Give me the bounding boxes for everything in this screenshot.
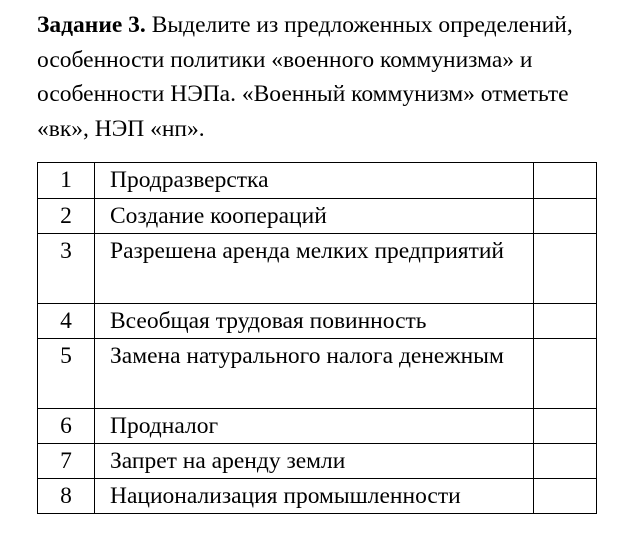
table-row: [38, 199, 597, 234]
answer-cell[interactable]: [534, 163, 597, 199]
table-row: [38, 339, 597, 409]
answer-cell[interactable]: [534, 234, 597, 304]
row-definition: Разрешена аренда мелких предприятий: [95, 234, 534, 304]
row-number: 4: [38, 304, 95, 339]
row-number: 2: [38, 199, 95, 234]
row-definition: Замена натурального налога денежным: [95, 339, 534, 409]
row-number: 7: [38, 444, 95, 479]
row-number: 3: [38, 234, 95, 304]
row-definition: Продналог: [95, 409, 534, 444]
row-number: 5: [38, 339, 95, 409]
row-definition: Запрет на аренду земли: [95, 444, 534, 479]
answer-cell[interactable]: [534, 339, 597, 409]
table-row: [38, 479, 597, 514]
answer-cell[interactable]: [534, 199, 597, 234]
task-text: Выделите из предложенных определений, особенности политики «военного коммунизма» и особенности НЭПа. «Военный коммунизм» отметьте «вк», НЭП «нп».: [37, 12, 573, 142]
task-label: Задание 3.: [37, 12, 146, 38]
definitions-table: [37, 162, 597, 514]
table-row: [38, 444, 597, 479]
row-definition: Всеобщая трудовая повинность: [95, 304, 534, 339]
table-row: [38, 304, 597, 339]
table-row: [38, 163, 597, 199]
row-definition: Продразверстка: [95, 163, 534, 199]
answer-cell[interactable]: [534, 304, 597, 339]
row-number: 6: [38, 409, 95, 444]
row-number: 8: [38, 479, 95, 514]
table-row: [38, 234, 597, 304]
task-paragraph: [37, 8, 597, 146]
row-number: 1: [38, 163, 95, 199]
answer-cell[interactable]: [534, 479, 597, 514]
row-definition: Национализация промышленности: [95, 479, 534, 514]
table-row: [38, 409, 597, 444]
answer-cell[interactable]: [534, 444, 597, 479]
row-definition: Создание коопераций: [95, 199, 534, 234]
answer-cell[interactable]: [534, 409, 597, 444]
